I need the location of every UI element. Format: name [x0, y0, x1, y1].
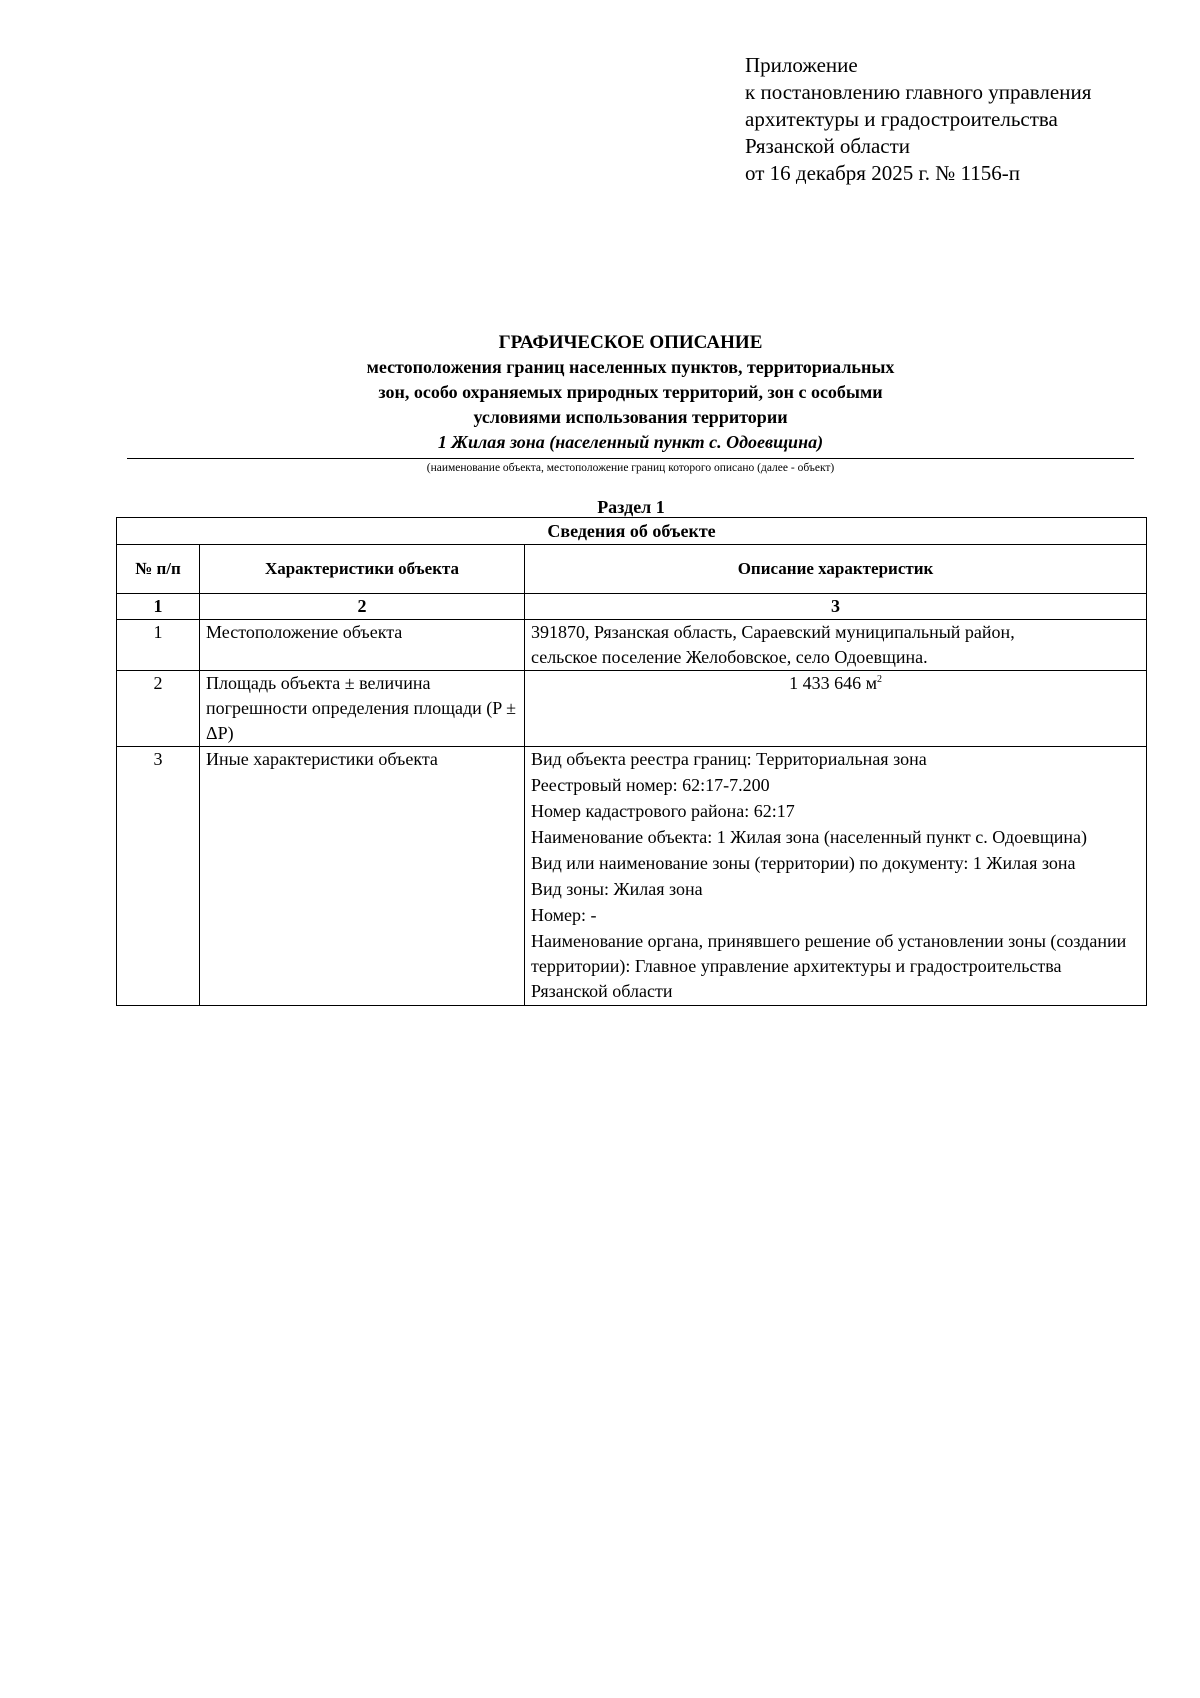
- object-info-table: [116, 517, 1147, 1006]
- header-num: № п/п: [117, 545, 200, 594]
- row-number: 3: [117, 747, 200, 1006]
- description-line: Вид или наименование зоны (территории) по документу: 1 Жилая зона: [531, 853, 1076, 873]
- column-number: 3: [525, 594, 1147, 620]
- table-row: [117, 620, 1147, 671]
- appendix-block: [745, 52, 1091, 187]
- header-description: Описание характеристик: [525, 545, 1147, 594]
- document-subtitle-line: местоположения границ населенных пунктов, территориальных: [366, 357, 895, 377]
- row-characteristic: Иные характеристики объекта: [200, 747, 525, 1006]
- header-characteristic: Характеристики объекта: [200, 545, 525, 594]
- description-line: Номер кадастрового района: 62:17: [531, 801, 795, 821]
- document-subtitle-line: зон, особо охраняемых природных территорий, зон с особыми: [378, 382, 883, 402]
- section-title: Раздел 1: [597, 497, 665, 517]
- description-line: Номер: -: [531, 905, 597, 925]
- row-characteristic: Местоположение объекта: [200, 620, 525, 671]
- row-description: [525, 671, 1147, 747]
- appendix-line: Приложение: [745, 53, 858, 77]
- column-number: 1: [117, 594, 200, 620]
- row-characteristic: Площадь объекта ± величина погрешности определения площади (P ± ΔP): [200, 671, 525, 747]
- appendix-line: к постановлению главного управления: [745, 80, 1092, 104]
- object-name: 1 Жилая зона (населенный пункт с. Одоевщина): [437, 432, 824, 452]
- document-subtitle-line: условиями использования территории: [473, 407, 788, 427]
- underline-rule: [127, 458, 1134, 459]
- table-caption: Сведения об объекте: [117, 518, 1147, 545]
- title-block: [127, 330, 1134, 476]
- appendix-line: от 16 декабря 2025 г. № 1156-п: [745, 161, 1020, 185]
- description-line: Наименование органа, принявшего решение об установлении зоны (создании территории): Главное управление архитектуры и градостроительства Рязанской области: [531, 931, 1127, 1001]
- row-description: [525, 620, 1147, 671]
- description-line: сельское поселение Желобовское, село Одоевщина.: [531, 647, 928, 667]
- table-row: [117, 671, 1147, 747]
- appendix-line: архитектуры и градостроительства: [745, 107, 1058, 131]
- area-unit-exponent: 2: [876, 674, 882, 685]
- row-number: 1: [117, 620, 200, 671]
- description-line: Наименование объекта: 1 Жилая зона (населенный пункт с. Одоевщина): [531, 827, 1088, 847]
- area-value: 1 433 646 м: [789, 673, 877, 693]
- description-line: Вид зоны: Жилая зона: [531, 879, 703, 899]
- document-title: ГРАФИЧЕСКОЕ ОПИСАНИЕ: [498, 332, 763, 353]
- description-line: 391870, Рязанская область, Сараевский муниципальный район,: [531, 622, 1015, 642]
- object-caption: (наименование объекта, местоположение границ которого описано (далее - объект): [426, 462, 835, 474]
- column-number-row: [117, 594, 1147, 620]
- description-line: Реестровый номер: 62:17-7.200: [531, 775, 770, 795]
- table-row: [117, 747, 1147, 1006]
- row-number: 2: [117, 671, 200, 747]
- description-line: Вид объекта реестра границ: Территориальная зона: [531, 749, 927, 769]
- appendix-line: Рязанской области: [745, 134, 911, 158]
- column-number: 2: [200, 594, 525, 620]
- row-description: [525, 747, 1147, 1006]
